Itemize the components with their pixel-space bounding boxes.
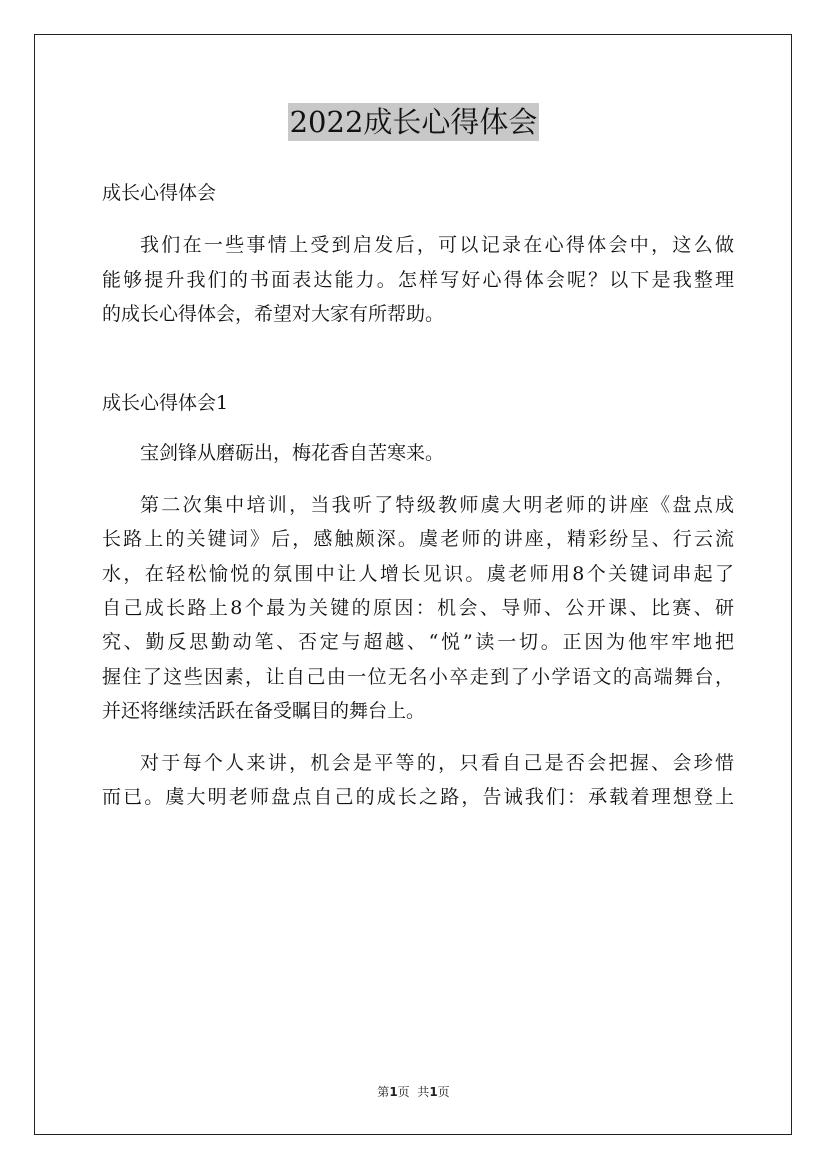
section-heading: 成长心得体会1	[102, 391, 229, 414]
footer-page-number: 1	[389, 1085, 398, 1099]
text-line: 握住了这些因素，让自己由一位无名小卒走到了小学语文的高端舞台，	[102, 665, 734, 688]
intro-heading: 成长心得体会	[102, 182, 217, 204]
text-line: 第二次集中培训，当我听了特级教师虞大明老师的讲座《盘点成	[140, 493, 734, 516]
text-line: 对于每个人来讲，机会是平等的，只看自己是否会把握、会珍惜	[140, 751, 734, 774]
text-line: 并还将继续活跃在备受瞩目的舞台上。	[102, 700, 426, 723]
footer-page-suffix: 页	[437, 1085, 450, 1099]
footer-page-prefix: 第	[377, 1085, 390, 1099]
footer-total-pages: 1	[429, 1085, 438, 1099]
text-line: 我们在一些事情上受到启发后，可以记录在心得体会中，这么做	[140, 234, 734, 257]
footer-page-mid: 页 共	[397, 1085, 430, 1099]
text-line: 宝剑锋从磨砺出，梅花香自苦寒来。	[140, 441, 445, 464]
text-line: 的成长心得体会，希望对大家有所帮助。	[102, 303, 445, 326]
paragraph	[102, 436, 734, 470]
text-line: 自己成长路上8个最为关键的原因：机会、导师、公开课、比赛、研	[102, 596, 734, 619]
document-title: 2022成长心得体会	[289, 105, 538, 139]
page-footer	[0, 1083, 827, 1100]
text-line: 究、勤反思勤动笔、否定与超越、“悦”读一切。正因为他牢牢地把	[102, 631, 734, 654]
document-body	[102, 176, 734, 832]
paragraph	[102, 746, 734, 815]
intro-paragraph	[102, 228, 734, 331]
text-line: 能够提升我们的书面表达能力。怎样写好心得体会呢？以下是我整理	[102, 268, 734, 291]
paragraph	[102, 488, 734, 729]
text-line: 而已。虞大明老师盘点自己的成长之路，告诫我们：承载着理想登上	[102, 786, 734, 809]
text-line: 长路上的关键词》后，感触颇深。虞老师的讲座，精彩纷呈、行云流	[102, 528, 734, 551]
text-line: 水，在轻松愉悦的氛围中让人增长见识。虞老师用8个关键词串起了	[102, 562, 734, 585]
title-container	[0, 103, 827, 141]
